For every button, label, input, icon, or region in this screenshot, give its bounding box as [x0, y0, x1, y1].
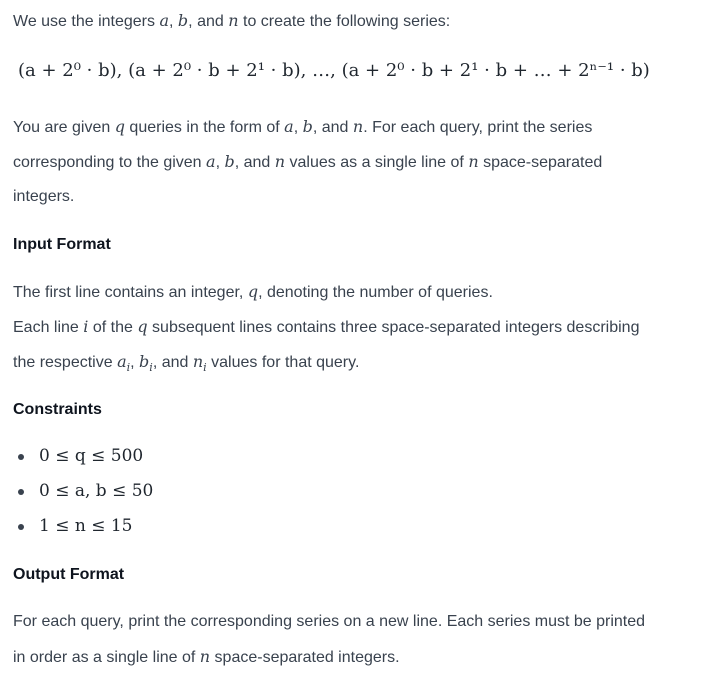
constraints-heading: Constraints [13, 401, 102, 418]
input-format-line-3: the respective $a_i$, $b_i$, and $n_i$ values for that query. [13, 352, 360, 374]
series-formula: (a + 2⁰ · b), (a + 2⁰ · b + 2¹ · b), …, (a + 2⁰ · b + 2¹ · b + … + 2ⁿ⁻¹ · b) [18, 60, 650, 81]
output-format-line-2: in order as a single line of n space-separated integers. [13, 647, 400, 666]
description-line-3: integers. [13, 188, 75, 205]
series-ellipsis: … [312, 60, 331, 81]
description-line-2: corresponding to the given a, b, and n values as a single line of n space-separated [13, 152, 603, 171]
constraint-item: 1 ≤ n ≤ 15 [39, 516, 133, 536]
intro-var-a: a [159, 11, 170, 30]
output-format-heading: Output Format [13, 566, 125, 583]
description-line-1: You are given q queries in the form of a, b, and n. For each query, print the series [13, 117, 593, 136]
output-format-line-1: For each query, print the corresponding series on a new line. Each series must be printed [13, 613, 646, 630]
input-format-line-1: The first line contains an integer, q, denoting the number of queries. [13, 282, 493, 301]
intro-line: We use the integers a, b, and n to create the following series: [13, 11, 451, 30]
intro-var-b: b [177, 11, 189, 30]
input-format-heading: Input Format [13, 236, 111, 253]
intro-suffix: to create the following series: [243, 13, 451, 30]
constraint-item: 0 ≤ a, b ≤ 50 [39, 481, 154, 501]
series-term-2: (a + 2⁰ · b + 2¹ · b) [128, 60, 301, 81]
constraint-item: 0 ≤ q ≤ 500 [39, 446, 144, 466]
series-term-1: (a + 2⁰ · b) [18, 60, 117, 81]
bullet-icon [18, 524, 24, 530]
intro-var-n: n [228, 11, 239, 30]
intro-text: We use the integers [13, 13, 156, 30]
intro-and: and [197, 13, 224, 30]
bullet-icon [18, 454, 24, 460]
input-format-line-2: Each line i of the q subsequent lines contains three space-separated integers describing [13, 317, 640, 336]
bullet-icon [18, 489, 24, 495]
series-term-3: (a + 2⁰ · b + 2¹ · b + … + 2ⁿ⁻¹ · b) [341, 60, 650, 81]
